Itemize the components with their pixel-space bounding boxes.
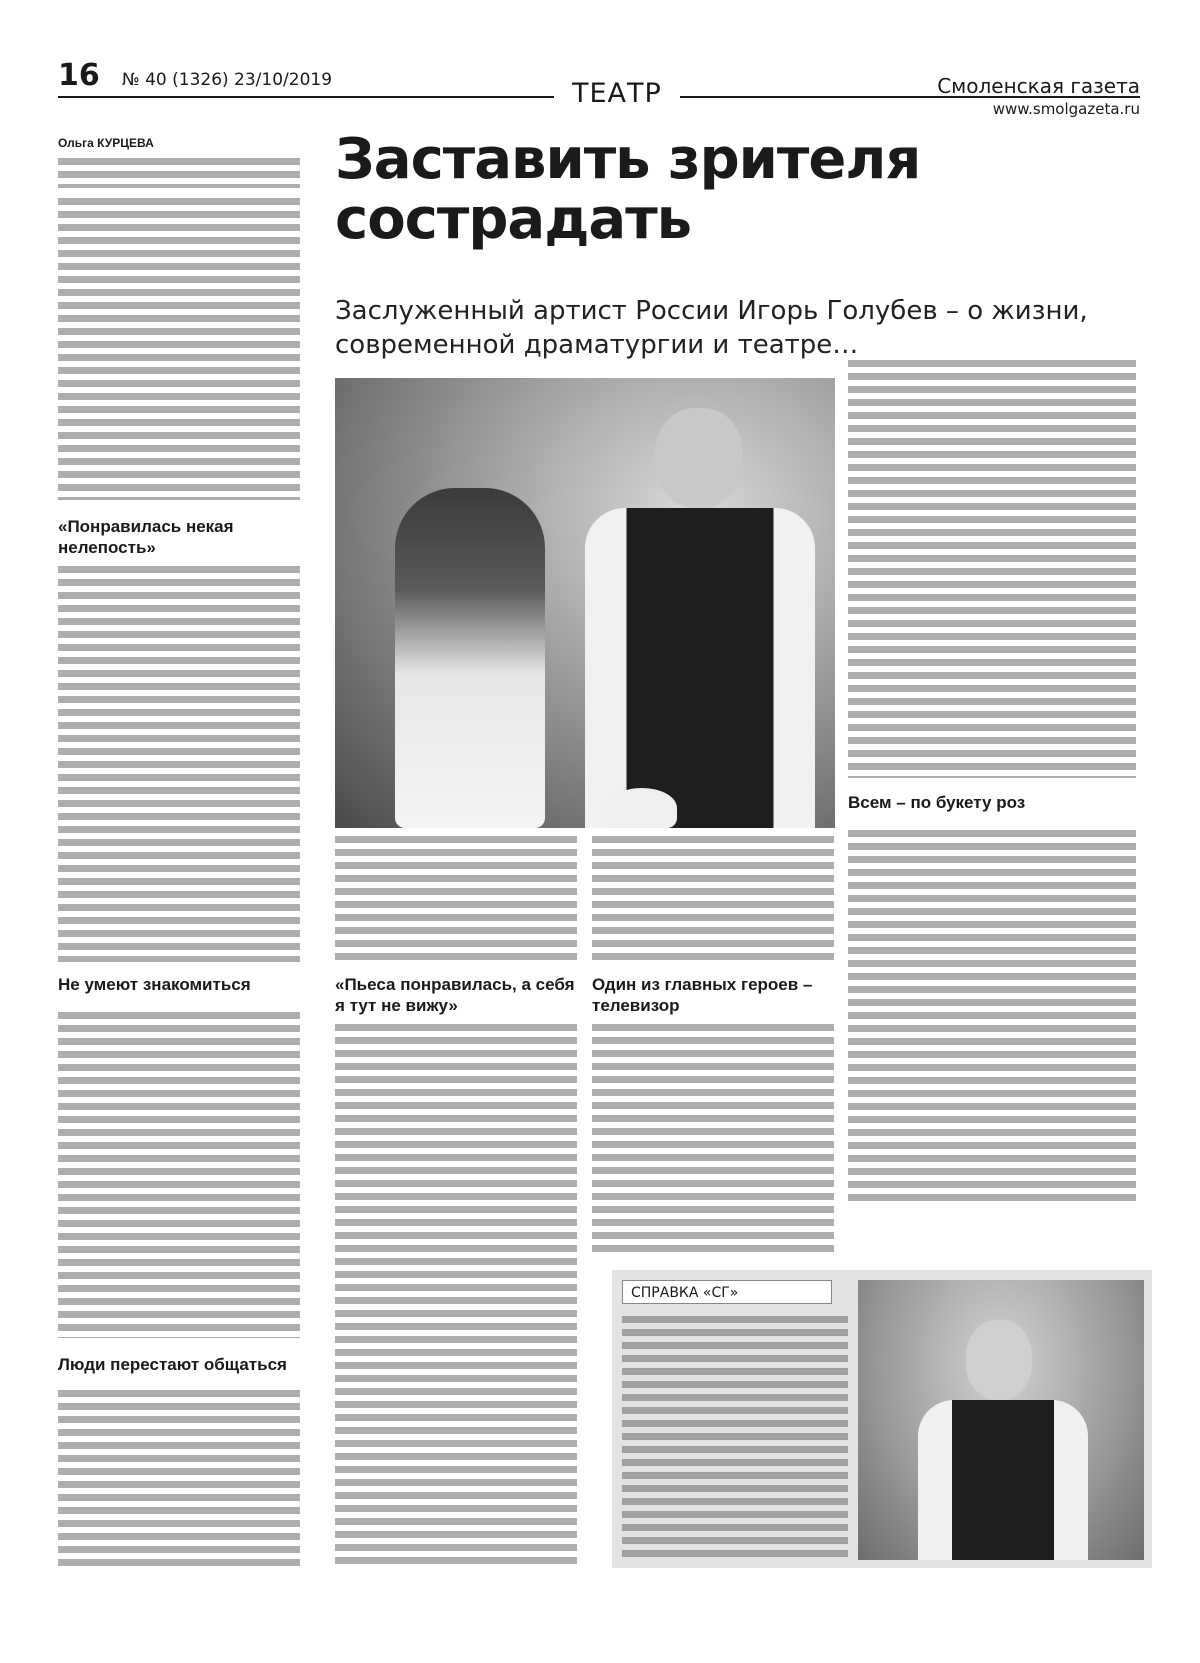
masthead: Смоленская газета xyxy=(937,74,1140,98)
body-text-block xyxy=(848,830,1136,1202)
photo-credit xyxy=(58,158,300,188)
reference-text-block xyxy=(622,1316,848,1560)
portrait-head xyxy=(966,1320,1032,1400)
body-text-block xyxy=(58,1390,300,1568)
reference-title: СПРАВКА «СГ» xyxy=(622,1280,832,1304)
body-text-block xyxy=(848,360,1136,778)
issue-info: № 40 (1326) 23/10/2019 xyxy=(122,70,333,90)
site-url[interactable]: www.smolgazeta.ru xyxy=(992,100,1140,118)
page-number: 16 xyxy=(58,58,100,93)
teapot-prop xyxy=(607,788,677,828)
subhead-6: Всем – по букету роз xyxy=(848,793,1026,812)
intro-text-block xyxy=(58,198,300,500)
headline: Заставить зрителя сострадать xyxy=(335,127,921,253)
main-photo xyxy=(335,378,835,828)
body-text-block xyxy=(592,836,834,962)
actress-figure xyxy=(395,488,545,828)
standfirst: Заслуженный артист России Игорь Голубев – о жизни, современной драматургии и театре… xyxy=(335,296,1088,361)
subhead-1: «Понравилась некая нелепость» xyxy=(58,517,234,558)
author-byline: Ольга КУРЦЕВА xyxy=(58,136,154,150)
body-text-block xyxy=(58,566,300,962)
body-text-block xyxy=(335,836,577,962)
actor-head xyxy=(655,408,743,508)
body-text-block xyxy=(592,1024,834,1254)
portrait-body xyxy=(918,1400,1088,1560)
actor-figure xyxy=(585,508,815,828)
body-text-block xyxy=(58,1012,300,1338)
portrait-photo xyxy=(858,1280,1144,1560)
body-text-block xyxy=(335,1024,577,1568)
subhead-5: Один из главных героев – телевизор xyxy=(592,975,813,1016)
section-title: ТЕАТР xyxy=(554,78,680,109)
subhead-3: Люди перестают общаться xyxy=(58,1355,287,1374)
subhead-2: Не умеют знакомиться xyxy=(58,975,251,994)
subhead-4: «Пьеса понравилась, а себя я тут не вижу» xyxy=(335,975,575,1016)
